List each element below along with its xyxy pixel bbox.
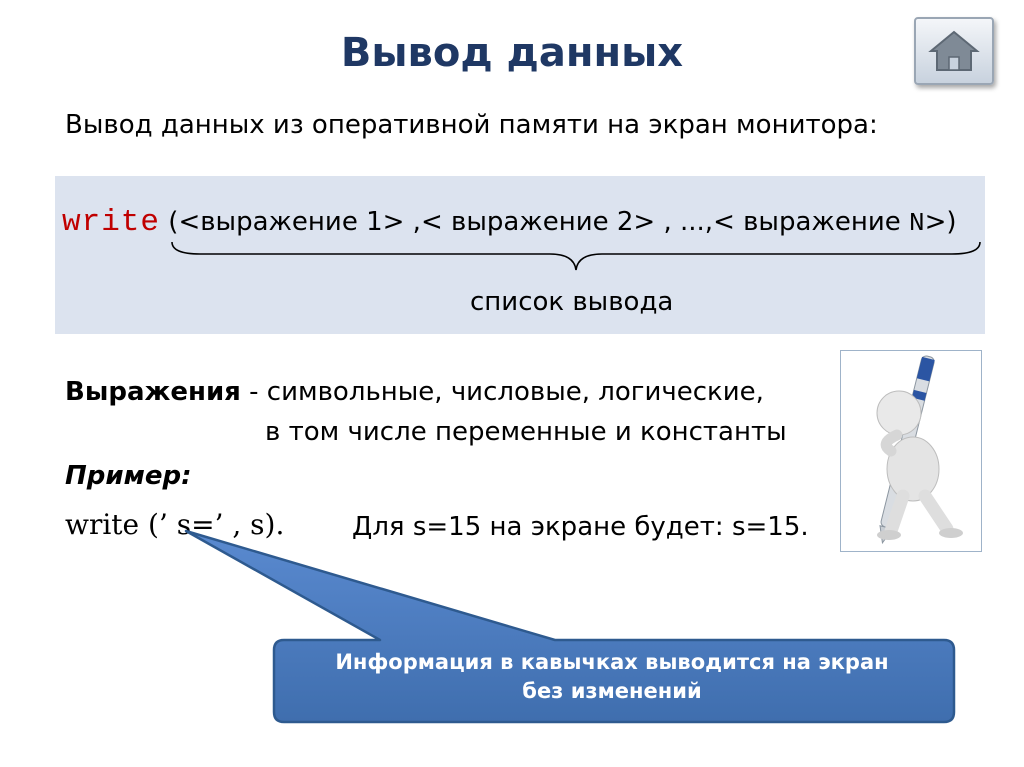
argument-n-suffix: > <box>924 207 947 237</box>
argument-2: < выражение 2> <box>420 207 656 237</box>
write-keyword: write <box>62 205 161 240</box>
open-paren: ( <box>168 207 179 237</box>
expressions-description: - символьные, числовые, логические, <box>240 377 764 407</box>
separator-1: , <box>404 207 421 237</box>
slide-title: Вывод данных <box>340 30 684 76</box>
argument-n-prefix: < выражение <box>713 207 909 237</box>
callout-line-1: Информация в кавычках выводится на экран <box>335 650 889 674</box>
example-label: Пример: <box>65 461 192 491</box>
callout-text <box>272 648 952 706</box>
expressions-line-2: в том числе переменные и константы <box>265 417 787 447</box>
example-code: write (’ s=’ , s). <box>65 508 285 541</box>
argument-1: <выражение 1> <box>178 207 405 237</box>
example-result: Для s=15 на экране будет: s=15. <box>352 512 809 542</box>
intro-text: Вывод данных из оперативной памяти на экран монитора: <box>65 110 878 140</box>
callout-line-2: без изменений <box>522 679 702 703</box>
close-paren: ) <box>946 207 957 237</box>
expressions-term: Выражения <box>65 377 241 407</box>
separator-2: , ..., <box>655 207 714 237</box>
output-list-label: список вывода <box>470 287 674 317</box>
argument-n-letter: N <box>908 208 925 238</box>
